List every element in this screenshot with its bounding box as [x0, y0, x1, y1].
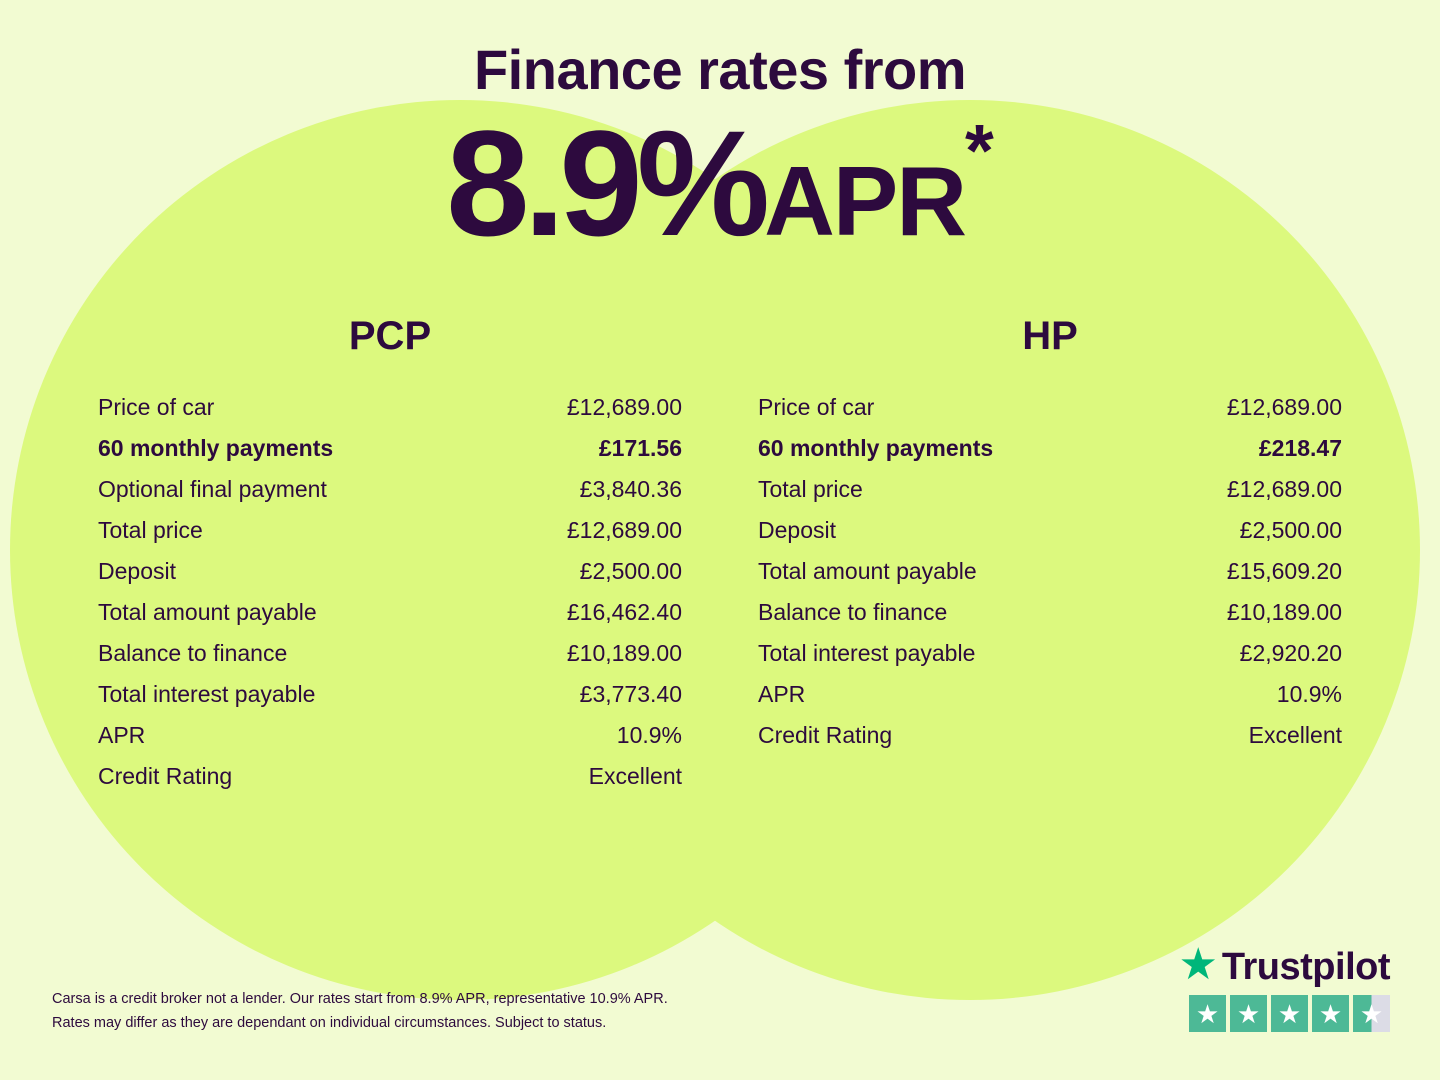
- row-label: 60 monthly payments: [758, 435, 994, 461]
- table-row: [98, 551, 682, 592]
- row-value: £3,773.40: [579, 681, 682, 707]
- row-label: APR: [98, 722, 146, 748]
- row-value: £2,500.00: [1239, 517, 1342, 543]
- row-value: Excellent: [588, 763, 682, 789]
- table-row: [758, 674, 1342, 715]
- disclaimer-line-2: Rates may differ as they are dependant on individual circumstances. Subject to status.: [52, 1015, 607, 1032]
- column-title-hp: HP: [1022, 314, 1078, 358]
- row-label: Total amount payable: [758, 558, 977, 584]
- row-value: £12,689.00: [1226, 394, 1342, 420]
- table-row: [98, 756, 682, 797]
- row-value: £2,500.00: [579, 558, 682, 584]
- row-value: 10.9%: [616, 722, 682, 748]
- row-label: 60 monthly payments: [98, 435, 334, 461]
- table-row: [98, 469, 682, 510]
- table-row: [758, 551, 1342, 592]
- row-label: Total price: [758, 476, 863, 502]
- rate-unit: APR: [764, 146, 965, 256]
- row-value: £12,689.00: [566, 394, 682, 420]
- row-value: £16,462.40: [566, 599, 682, 625]
- star-half-icon: ★: [1353, 995, 1390, 1032]
- row-label: Optional final payment: [98, 476, 327, 502]
- table-row: [98, 510, 682, 551]
- table-row: [98, 592, 682, 633]
- row-label: Price of car: [98, 394, 215, 420]
- footnote-marker: *: [965, 109, 994, 192]
- row-value: £10,189.00: [1226, 599, 1342, 625]
- row-value: £15,609.20: [1226, 558, 1342, 584]
- table-row: [758, 715, 1342, 756]
- row-label: Total interest payable: [98, 681, 316, 707]
- row-value: £10,189.00: [566, 640, 682, 666]
- rate-value: 8.9%: [446, 99, 765, 267]
- trustpilot-name: Trustpilot: [1221, 945, 1390, 988]
- disclaimer-line-1: Carsa is a credit broker not a lender. Our rates start from 8.9% APR, representative 10.9% APR.: [52, 991, 668, 1008]
- row-label: Total price: [98, 517, 203, 543]
- table-row: [98, 387, 682, 428]
- row-label: Credit Rating: [98, 763, 233, 789]
- finance-comparison: [0, 314, 1440, 797]
- headline-rate: [0, 99, 1440, 267]
- row-label: Balance to finance: [98, 640, 288, 666]
- table-row: [98, 633, 682, 674]
- trustpilot-wordmark: [1178, 940, 1390, 989]
- row-label: Total interest payable: [758, 640, 976, 666]
- table-row: [98, 715, 682, 756]
- star-icon: ★: [1271, 995, 1308, 1032]
- star-icon: ★: [1189, 995, 1226, 1032]
- table-row: [758, 428, 1342, 469]
- table-row: [758, 387, 1342, 428]
- row-label: Credit Rating: [758, 722, 893, 748]
- star-icon: ★: [1230, 995, 1267, 1032]
- star-icon: ★: [1312, 995, 1349, 1032]
- finance-column-pcp: [90, 314, 690, 797]
- row-label: Price of car: [758, 394, 875, 420]
- row-value: Excellent: [1248, 722, 1342, 748]
- table-row: [98, 428, 682, 469]
- finance-column-hp: [750, 314, 1350, 797]
- table-row: [98, 674, 682, 715]
- table-row: [758, 469, 1342, 510]
- trustpilot-rating-stars: [1178, 995, 1390, 1032]
- table-row: [758, 592, 1342, 633]
- row-label: Balance to finance: [758, 599, 948, 625]
- row-value: £12,689.00: [1226, 476, 1342, 502]
- star-icon: ★: [1178, 940, 1218, 989]
- pcp-rows: [90, 387, 690, 797]
- row-label: Deposit: [758, 517, 836, 543]
- row-value: 10.9%: [1276, 681, 1342, 707]
- row-value: £3,840.36: [579, 476, 682, 502]
- table-row: [758, 510, 1342, 551]
- row-value: £2,920.20: [1239, 640, 1342, 666]
- page-title: Finance rates from: [473, 38, 967, 101]
- column-title-pcp: PCP: [348, 314, 432, 358]
- row-value: £171.56: [598, 435, 682, 461]
- hp-rows: [750, 387, 1350, 756]
- disclaimer: [52, 988, 668, 1036]
- row-value: £12,689.00: [566, 517, 682, 543]
- row-value: £218.47: [1258, 435, 1342, 461]
- row-label: APR: [758, 681, 806, 707]
- row-label: Deposit: [98, 558, 176, 584]
- row-label: Total amount payable: [98, 599, 317, 625]
- trustpilot-badge: [1178, 940, 1390, 1032]
- table-row: [758, 633, 1342, 674]
